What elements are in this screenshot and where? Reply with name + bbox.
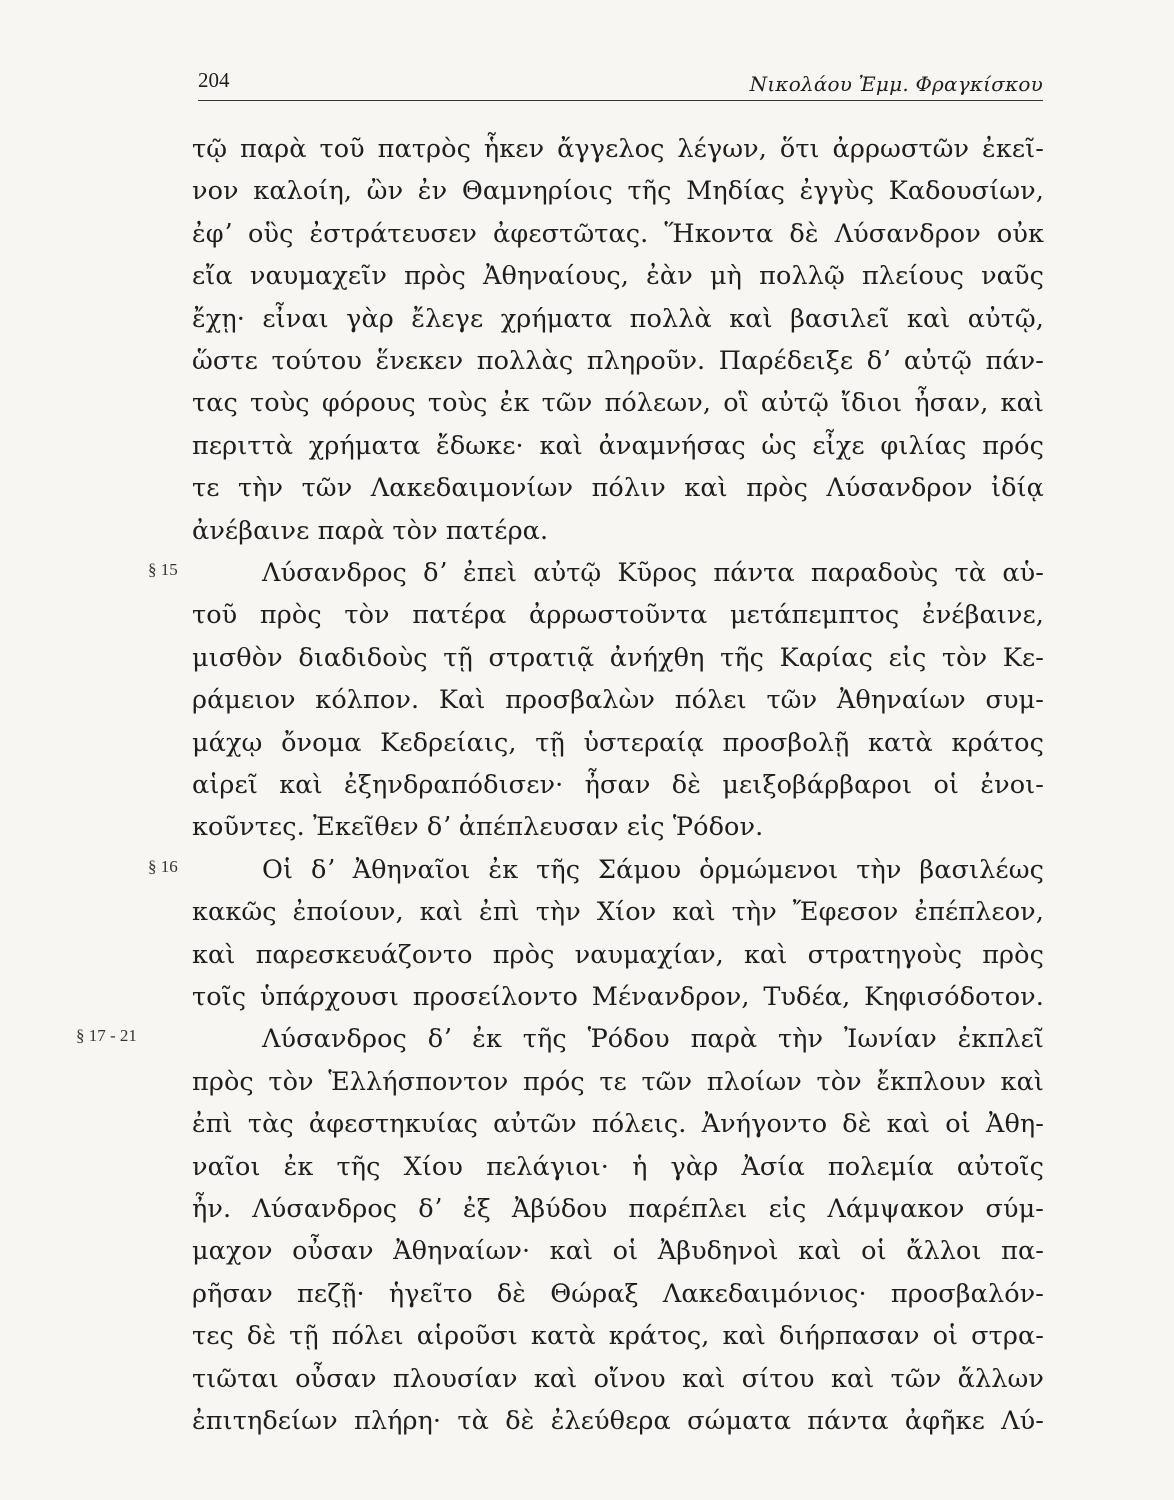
text-line: εἴα ναυμαχεῖν πρὸς Ἀθηναίους, ἐὰν μὴ πολλῷ πλείους ναῦς: [192, 261, 1044, 292]
text-line: νον καλοίη, ὢν ἐν Θαμνηρίοις τῆς Μηδίας ἐγγὺς Καδουσίων,: [192, 176, 1044, 207]
text-line: αἱρεῖ καὶ ἐξηνδραπόδισεν· ἦσαν δὲ μειξοβάρβαροι οἱ ἐνοι-: [192, 770, 1044, 800]
marginal-section-note: § 16: [148, 856, 178, 876]
text-line: ἐφʼ οὓς ἐστράτευσεν ἀφεστῶτας. Ἥκοντα δὲ Λύσανδρον οὐκ: [192, 218, 1044, 249]
text-line: ὥστε τούτου ἕνεκεν πολλὰς πληροῦν. Παρέδειξε δʼ αὐτῷ πάν-: [192, 346, 1044, 376]
marginal-section-note: § 15: [148, 560, 178, 579]
text-line: ράμειον κόλπον. Καὶ προσβαλὼν πόλει τῶν Ἀθηναίων συμ-: [192, 685, 1044, 716]
text-line: μαχον οὖσαν Ἀθηναίων· καὶ οἱ Ἀβυδηνοὶ καὶ οἱ ἄλλοι πα-: [192, 1236, 1044, 1267]
text-line: τε τὴν τῶν Λακεδαιμονίων πόλιν καὶ πρὸς Λύσανδρον ἰδίᾳ: [192, 473, 1044, 504]
text-line: ναῖοι ἐκ τῆς Χίου πελάγιοι· ἡ γὰρ Ἀσία πολεμία αὐτοῖς: [192, 1151, 1044, 1182]
text-line: ἐπιτηδείων πλήρη· τὰ δὲ ἐλεύθερα σώματα πάντα ἀφῆκε Λύ-: [192, 1406, 1044, 1436]
header-rule: [198, 100, 1043, 101]
text-line: ἔχῃ· εἶναι γὰρ ἔλεγε χρήματα πολλὰ καὶ βασιλεῖ καὶ αὐτῷ,: [192, 303, 1044, 334]
text-line: ἦν. Λύσανδρος δʼ ἐξ Ἀβύδου παρέπλει εἰς Λάμψακον σύμ-: [192, 1194, 1044, 1224]
paragraph-start-line: Λύσανδρος δʼ ἐκ τῆς Ῥόδου παρὰ τὴν Ἰωνίαν ἐκπλεῖ: [262, 1024, 1044, 1055]
text-line: ἐπὶ τὰς ἀφεστηκυίας αὐτῶν πόλεις. Ἀνήγοντο δὲ καὶ οἱ Ἀθη-: [192, 1109, 1044, 1140]
page-header: [198, 68, 1043, 100]
text-line: τας τοὺς φόρους τοὺς ἐκ τῶν πόλεων, οἳ αὐτῷ ἴδιοι ἦσαν, καὶ: [192, 388, 1044, 419]
text-line: τοῦ πρὸς τὸν πατέρα ἀρρωστοῦντα μετάπεμπτος ἐνέβαινε,: [192, 600, 1044, 631]
text-line: μάχῳ ὄνομα Κεδρείαις, τῇ ὑστεραίᾳ προσβολῇ κατὰ κράτος: [192, 727, 1044, 758]
text-line: πρὸς τὸν Ἑλλήσποντον πρός τε τῶν πλοίων τὸν ἔκπλουν καὶ: [192, 1066, 1044, 1097]
text-line: ἀνέβαινε παρὰ τὸν πατέρα.: [192, 515, 549, 546]
text-line: τιῶται οὖσαν πλουσίαν καὶ οἴνου καὶ σίτου καὶ τῶν ἄλλων: [192, 1363, 1044, 1394]
text-line: τοῖς ὑπάρχουσι προσείλοντο Μένανδρον, Τυδέα, Κηφισόδοτον.: [192, 982, 1044, 1012]
marginal-section-note: § 17 - 21: [76, 1026, 137, 1046]
paragraph-start-line: Οἱ δʼ Ἀθηναῖοι ἐκ τῆς Σάμου ὁρμώμενοι τὴν βασιλέως: [262, 854, 1044, 885]
text-line: τες δὲ τῇ πόλει αἱροῦσι κατὰ κράτος, καὶ διήρπασαν οἱ στρα-: [192, 1321, 1044, 1352]
text-line: κοῦντες. Ἐκεῖθεν δʼ ἀπέπλευσαν εἰς Ῥόδον.: [192, 812, 764, 843]
page-number: 204: [198, 68, 230, 92]
text-line: μισθὸν διαδιδοὺς τῇ στρατιᾷ ἀνήχθη τῆς Καρίας εἰς τὸν Κε-: [192, 642, 1044, 673]
running-title: Νικολάου Ἐμμ. Φραγκίσκου: [749, 72, 1043, 96]
text-line: περιττὰ χρήματα ἔδωκε· καὶ ἀναμνήσας ὡς εἶχε φιλίας πρός: [192, 430, 1044, 461]
paragraph-start-line: Λύσανδρος δʼ ἐπεὶ αὐτῷ Κῦρος πάντα παραδοὺς τὰ αὑ-: [262, 558, 1044, 588]
text-line: τῷ παρὰ τοῦ πατρὸς ἧκεν ἄγγελος λέγων, ὅτι ἀρρωστῶν ἐκεῖ-: [192, 134, 1044, 164]
text-line: κακῶς ἐποίουν, καὶ ἐπὶ τὴν Χίον καὶ τὴν Ἔφεσον ἐπέπλεον,: [192, 897, 1044, 928]
text-line: καὶ παρεσκευάζοντο πρὸς ναυμαχίαν, καὶ στρατηγοὺς πρὸς: [192, 939, 1044, 970]
text-line: ρῆσαν πεζῇ· ἡγεῖτο δὲ Θώραξ Λακεδαιμόνιος· προσβαλόν-: [192, 1278, 1044, 1309]
